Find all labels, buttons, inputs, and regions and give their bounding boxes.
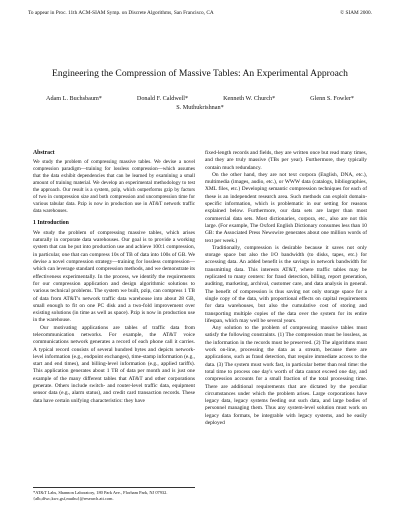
body-paragraph: fixed-length records and fields, they are written once but read many times, and they are truly massive (TBs per year). Furthermore, they typically contain much redundancy. xyxy=(205,150,367,171)
body-paragraph: Our motivating applications are tables of traffic data from telecommunication networks. For example, the AT&T voice communications network generates a record of each phone call it carries. A typical record consists of several hundred bytes and depicts network-level information (e.g., endpoint exchanges), time-stamp information (e.g., start and end times), and billing-level information (e.g., applied tariffs). This application generates about 1 TB of data per month and is just one example of the many different tables that AT&T and other corporations generate. Others include switch- and router-level traffic data, equipment sensor data (e.g., alarm status), and credit card transaction records. These data have certain unifying characteristics: they have xyxy=(33,324,195,404)
left-column xyxy=(33,150,195,405)
running-header xyxy=(28,10,372,16)
body-paragraph: We study the problem of compressing massive tables, which arises naturally in corporate data warehouses. Our goal is to provide a working system that can be put into production use and achieve 100:1 compression, in particular, one that can compress 10s of TB of data into 100s of GB. We devise a novel compression strategy—training for lossless compression—which can leverage standard compression methods, and we demonstrate its effectiveness experimentally. In the process, we identify the requirements for our compression application and design algorithmic solutions to various technical problems. The system we built, pzip, can compress 1 TB of data from AT&T's network traffic data warehouse into about 28 GB, small enough to fit on one PC disk and a two-fold improvement over existing solutions (in time as well as space). Pzip is now in production use in the warehouse. xyxy=(33,229,195,324)
abstract-text: We study the problem of compressing massive tables. We devise a novel compression paradigm—training for lossless compression—which assumes that the data exhibit dependencies that can be learned by examining a small amount of training material. We develop an experimental methodology to test the approach. Our result is a system, pzip, which outperforms gzip by factors of two in compression size and both compression and uncompression time for various tabular data. Pzip is now in production use in AT&T network traffic data warehouses. xyxy=(33,159,195,214)
author-name: Kenneth W. Church* xyxy=(223,95,276,102)
right-column xyxy=(205,150,367,427)
body-paragraph: Traditionally, compression is desirable because it saves not only storage space but also the I/O bandwidth (to disks, tapes, etc.) for accessing data. An added benefit is the savings in network bandwidth for transmitting data. This interests AT&T, where traffic tables may be replicated to many centers: for fraud detection, billing, report generation, auditing, marketing, archival, customer care, and data analysis in general. The benefit of compression is thus saving not only storage space for a single copy of the data, with proportional effects on capital requirements for data warehouses, but also the cumulative cost of storing and transporting multiple copies of the data over the system for its entire lifespan, which may well be several years. xyxy=(205,244,367,324)
author-name: S. Muthukrishnan* xyxy=(176,104,224,111)
copyright-note: © SIAM 2000. xyxy=(340,10,372,16)
author-name: Adam L. Buchsbaum* xyxy=(46,95,102,102)
venue-note: To appear in Proc. 11th ACM-SIAM Symp. on Discrete Algorithms, San Francisco, CA xyxy=(28,10,214,16)
abstract-heading: Abstract xyxy=(33,150,55,156)
body-paragraph: On the other hand, they are not text corpora (English, DNA, etc.), multimedia (images, audio, etc.), or WWW data (catalogs, bibliographies, XML files, etc.) Developing semantic compression techniques for each of these is an independent research area. Such methods can exploit domain-specific information, which is problematic in our setting for reasons explained below. Furthermore, our data sets are larger than most commercial data sets. Most dictionaries, corpora, etc., also are not this large. (For example, The Oxford English Dictionary consumes less than 10 GB: the Associated Press Newswire generates about one million words of text per week.) xyxy=(205,171,367,244)
author-name: Glenn S. Fowler* xyxy=(310,95,354,102)
body-paragraph: Any solution to the problem of compressing massive tables must satisfy the following constraints. (1) The compression must be lossless, as the information in the records must be preserved. (2) The algorithms must work on-line, processing the data as a stream, because there are applications, such as fraud detection, that require immediate access to the data. (3) The system must work fast, in particular better than real time: the total time to process one day's worth of data cannot exceed one day, and compression accounts for a small fraction of the total processing time. There are additional requirements that are dictated by the peculiar circumstances under which the problem arises. Large corporations have legacy data, legacy systems feeding out such data, and large bodies of personnel managing them. Thus any system-level solution must work on legacy data formats, be integrable with legacy systems, and be easily deployed xyxy=(205,325,367,426)
section-heading: 1 Introduction xyxy=(33,219,69,226)
author-affiliation-footnote: *AT&T Labs, Shannon Laboratory, 180 Park Ave., Florham Park, NJ 07932. {alb,dfwc,kwc,gsf,muthu}@research.att.com. xyxy=(33,487,195,502)
paper-title: Engineering the Compression of Massive Tables: An Experimental Approach xyxy=(52,68,348,79)
author-block xyxy=(40,94,360,112)
author-name: Donald F. Caldwell* xyxy=(136,95,189,102)
